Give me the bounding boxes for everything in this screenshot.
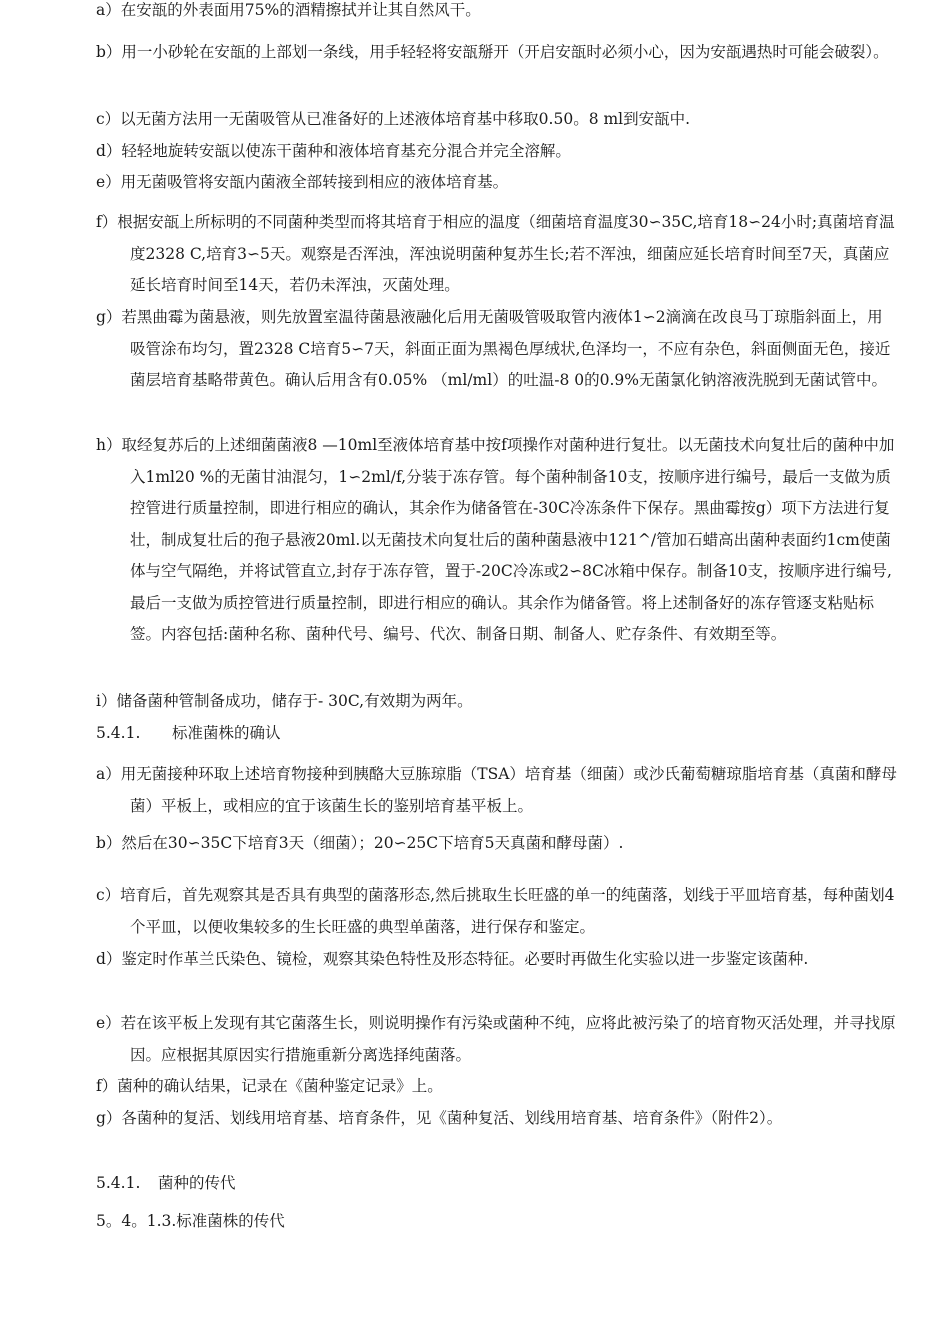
section-number: 5.4.1. bbox=[96, 1174, 141, 1192]
step-a-alcohol-wipe: a）在安瓿的外表面用75%的酒精擦拭并让其自然风干。 bbox=[96, 1, 481, 19]
step-c-transfer-medium: c）以无菌方法用一无菌吸管从已准备好的上述液体培育基中移取0.50。8 ml到安瓿中. bbox=[96, 110, 691, 128]
confirm-step-b-incubate: b）然后在30∽35C下培育3天（细菌）；20∽25C下培育5天真菌和酵母菌）. bbox=[96, 834, 624, 852]
step-e-transfer-suspension: e）用无菌吸管将安瓿内菌液全部转接到相应的液体培育基。 bbox=[96, 173, 509, 191]
step-f-incubation: f）根据安瓿上所标明的不同菌种类型而将其培育于相应的温度（细菌培育温度30∽35C,培育18∽24小时;真菌培育温度2328 C,培育3∽5天。观察是否浑浊，浑浊说明菌种复苏生长;若不浑浊，细菌应延长培育时间至7天，真菌应延长培育时间至14天，若仍未浑浊，灭菌处理。 bbox=[96, 213, 895, 294]
confirm-step-e-contamination: e）若在该平板上发现有其它菌落生长，则说明操作有污染或菌种不纯，应将此被污染了的培育物灭活处理，并寻找原因。应根据其原因实行措施重新分离选择纯菌落。 bbox=[96, 1014, 896, 1064]
section-title: 菌种的传代 bbox=[158, 1174, 236, 1192]
step-g-aspergillus: g）若黑曲霉为菌悬液，则先放置室温待菌悬液融化后用无菌吸管吸取管内液体1∽2滴滴在改良马丁琼脂斜面上，用吸管涂布均匀，置2328 C培育5∽7天，斜面正面为黑褐色厚绒状,色泽均一，不应有杂色，斜面侧面无色，接近菌层培育基略带黄色。确认后用含有0.05% （ml/ml）的吐温-8 0的0.9%无菌氯化钠溶液洗脱到无菌试管中。 bbox=[96, 308, 891, 389]
step-b-open-ampoule: b）用一小砂轮在安瓿的上部划一条线，用手轻轻将安瓿掰开（开启安瓿时必须小心，因为安瓿遇热时可能会破裂）。 bbox=[96, 43, 889, 61]
confirm-step-c-observe: c）培育后，首先观察其是否具有典型的菌落形态,然后挑取生长旺盛的单一的纯菌落，划线于平皿培育基，每种菌划4个平皿，以便收集较多的生长旺盛的典型单菌落，进行保存和鉴定。 bbox=[96, 886, 895, 936]
section-heading-strain-confirmation bbox=[96, 718, 281, 750]
step-i-storage: i）储备菌种管制备成功，储存于- 30C,有效期为两年。 bbox=[96, 692, 473, 710]
section-title: 标准菌株的确认 bbox=[172, 724, 281, 742]
subsection-heading-standard-strain-passage: 5。4。1.3.标准菌株的传代 bbox=[96, 1212, 285, 1230]
section-heading-strain-passage bbox=[96, 1168, 236, 1200]
section-number: 5.4.1. bbox=[96, 724, 141, 742]
step-d-dissolve: d）轻轻地旋转安瓿以使冻干菌种和液体培育基充分混合并完全溶解。 bbox=[96, 142, 571, 160]
confirm-step-g-appendix: g）各菌种的复活、划线用培育基、培育条件，见《菌种复活、划线用培育基、培育条件》（附件2）。 bbox=[96, 1109, 783, 1127]
confirm-step-d-gram-stain: d）鉴定时作革兰氏染色、镜检，观察其染色特性及形态特征。必要时再做生化实验以进一步鉴定该菌种. bbox=[96, 950, 809, 968]
confirm-step-f-record: f）菌种的确认结果，记录在《菌种鉴定记录》上。 bbox=[96, 1077, 443, 1095]
step-h-rejuvenation: h）取经复苏后的上述细菌菌液8 —10ml至液体培育基中按f项操作对菌种进行复壮。以无菌技术向复壮后的菌种中加入1ml20 %的无菌甘油混匀，1∽2ml/f,分装于冻存管。每个菌种制备10支，按顺序进行编号，最后一支做为质控管进行质量控制，即进行相应的确认，其余作为储备管在-30C冷冻条件下保存。黑曲霉按g）项下方法进行复壮，制成复壮后的孢子悬液20ml.以无菌技术向复壮后的菌种菌悬液中121^/管加石蜡高出菌种表面约1cm使菌体与空气隔绝，并将试管直立,封存于冻存管，置于-20C冷冻或2∽8C冰箱中保存。制备10支，按顺序进行编号,最后一支做为质控管进行质量控制，即进行相应的确认。其余作为储备管。将上述制备好的冻存管逐支粘贴标签。内容包括:菌种名称、菌种代号、编号、代次、制备日期、制备人、贮存条件、有效期至等。 bbox=[96, 436, 895, 643]
confirm-step-a-inoculate: a）用无菌接种环取上述培育物接种到胰酪大豆胨琼脂（TSA）培育基（细菌）或沙氏葡萄糖琼脂培育基（真菌和酵母菌）平板上，或相应的宜于该菌生长的鉴别培育基平板上。 bbox=[96, 765, 897, 815]
